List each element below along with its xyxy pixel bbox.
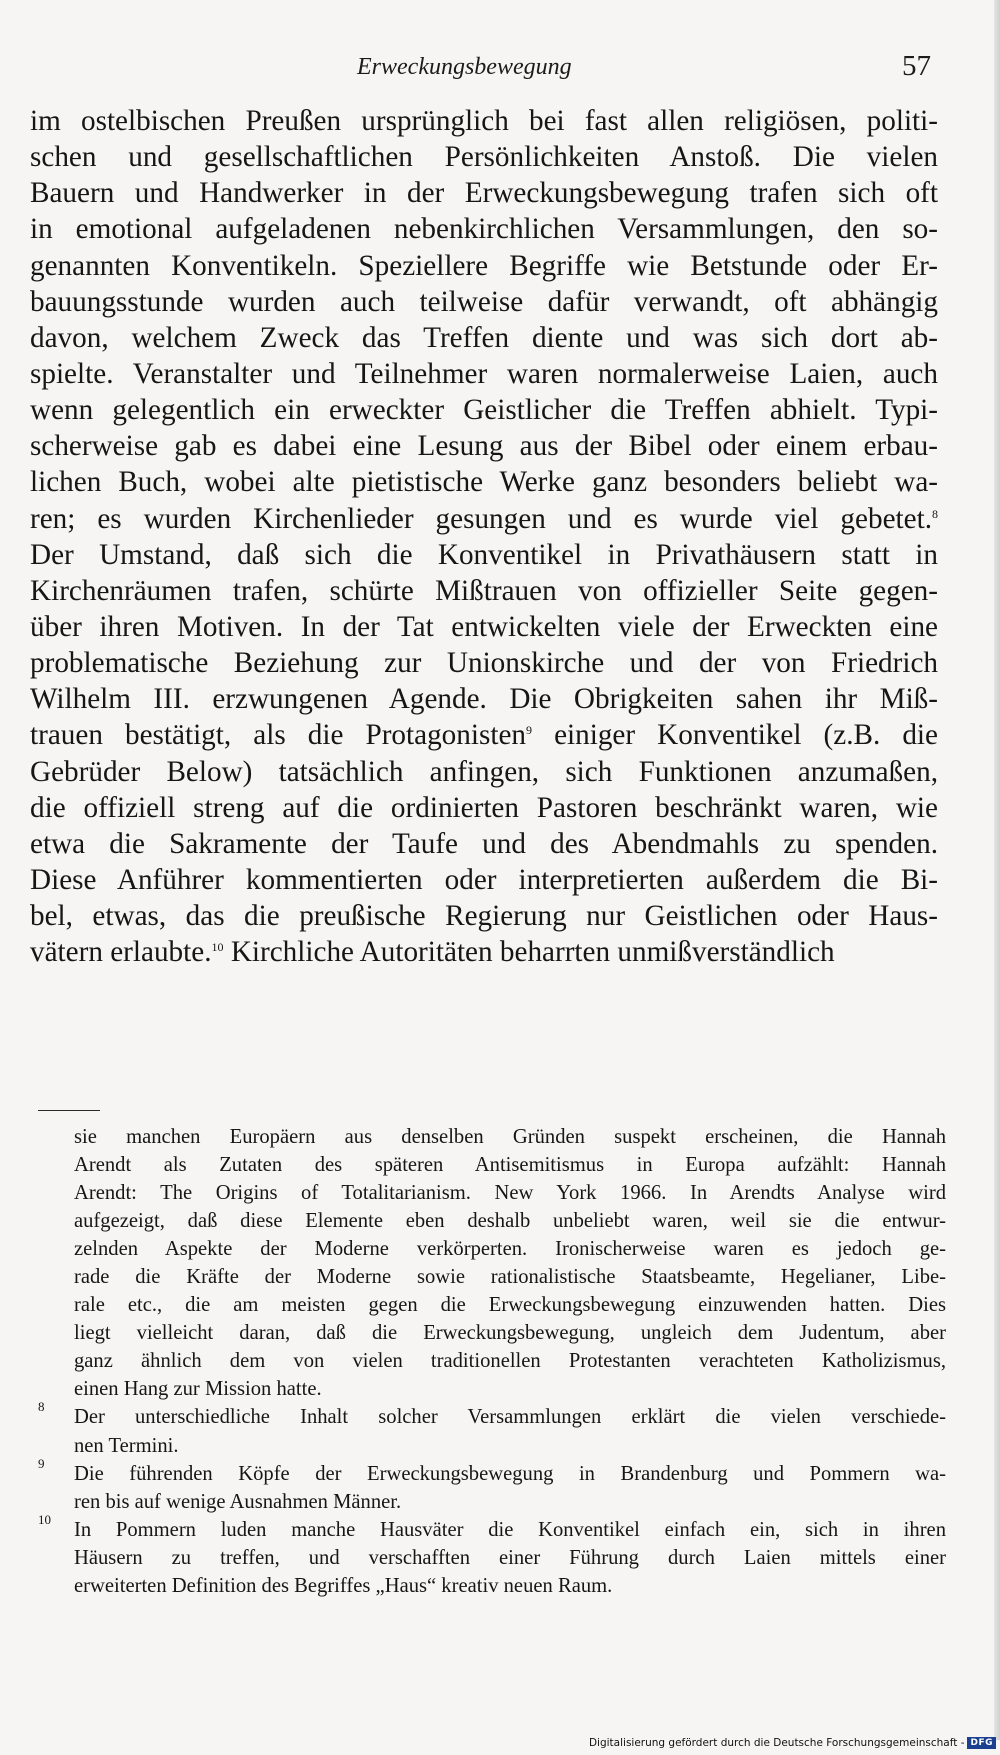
footnote-line: ganz ähnlich dem von vielen traditionellen Protestanten verachteten Katholizismus, (74, 1350, 946, 1373)
text-line: lichen Buch, wobei alte pietistische Werke ganz besonders beliebt wa- (30, 466, 938, 499)
text-line: davon, welchem Zweck das Treffen diente und was sich dort ab- (30, 321, 938, 354)
text-line: Gebrüder Below) tatsächlich anfingen, sich Funktionen anzumaßen, (30, 755, 938, 788)
footnote-line: sie manchen Europäern aus denselben Gründen suspekt erscheinen, die Hannah (74, 1126, 946, 1148)
page-header (0, 50, 1000, 90)
footnote-line: rade die Kräfte der Moderne sowie rationalistische Staatsbeamte, Hegelianer, Libe- (74, 1266, 946, 1289)
text-segment: vätern erlaubte. (30, 936, 212, 969)
running-head: Erweckungsbewegung (357, 54, 572, 80)
footnote-line: nen Termini. (74, 1434, 179, 1457)
main-text (30, 103, 938, 970)
footnote-line: ren bis auf wenige Ausnahmen Männer. (74, 1490, 402, 1513)
text-line: über ihren Motiven. In der Tat entwickelten viele der Erweckten eine (30, 610, 938, 643)
text-line: Diese Anführer kommentierten oder interpretierten außerdem die Bi- (30, 863, 938, 896)
text-line: die offiziell streng auf die ordinierten Pastoren beschränkt waren, wie (30, 791, 938, 824)
footnote-line: Die führenden Köpfe der Erweckungsbewegung in Brandenburg und Pommern wa- (74, 1462, 946, 1485)
footnote-ref-8[interactable]: 8 (932, 506, 938, 521)
footnote-line: Der unterschiedliche Inhalt solcher Versammlungen erklärt die vielen verschiede- (74, 1406, 946, 1429)
text-line: wenn gelegentlich ein erweckter Geistlicher die Treffen abhielt. Typi- (30, 394, 938, 427)
text-line: Wilhelm III. erzwungenen Agende. Die Obrigkeiten sahen ihr Miß- (30, 683, 938, 716)
text-line: spielte. Veranstalter und Teilnehmer waren normalerweise Laien, auch (30, 357, 938, 390)
footnote-number: 10 (38, 1511, 51, 1527)
footnote-line: rale etc., die am meisten gegen die Erweckungsbewegung einzuwenden hatten. Dies (74, 1294, 946, 1317)
text-line (30, 934, 938, 970)
dfg-logo-icon: DFG (967, 1737, 996, 1749)
text-line (30, 501, 938, 537)
footnotes (38, 1123, 946, 1600)
text-segment: ren; es wurden Kirchenlieder gesungen und es wurde viel gebetet. (30, 502, 932, 535)
text-line: problematische Beziehung zur Unionskirche und der von Friedrich (30, 647, 938, 680)
footnote-number: 8 (38, 1399, 45, 1415)
text-segment: trauen bestätigt, als die Protagonisten (30, 719, 526, 752)
footnote-line: liegt vielleicht daran, daß die Erweckungsbewegung, ungleich dem Judentum, aber (74, 1322, 946, 1345)
footnote-line: einen Hang zur Mission hatte. (74, 1378, 322, 1401)
footnote-ref-9[interactable]: 9 (526, 723, 532, 738)
text-segment: einiger Konventikel (z.B. die (532, 719, 938, 752)
footnote-continuation (38, 1123, 946, 1403)
text-line (30, 717, 938, 753)
scan-edge (994, 0, 1000, 1740)
footnote-line: Arendt als Zutaten des späteren Antisemitismus in Europa aufzählt: Hannah (74, 1154, 946, 1177)
footnote-line: Arendt: The Origins of Totalitarianism. New York 1966. In Arendts Analyse wird (74, 1182, 946, 1205)
digitization-credit (589, 1737, 996, 1749)
text-line: Bauern und Handwerker in der Erweckungsbewegung trafen sich oft (30, 177, 938, 210)
text-line: Der Umstand, daß sich die Konventikel in Privathäusern statt in (30, 538, 938, 571)
footnote-line: aufgezeigt, daß diese Elemente eben deshalb unbeliebt waren, weil sie die entwur- (74, 1210, 946, 1233)
text-line: bel, etwas, das die preußische Regierung nur Geistlichen oder Haus- (30, 900, 938, 933)
page-number: 57 (902, 50, 931, 82)
text-line: etwa die Sakramente der Taufe und des Abendmahls zu spenden. (30, 827, 938, 860)
text-line: scherweise gab es dabei eine Lesung aus der Bibel oder einem erbau- (30, 430, 938, 463)
text-line: in emotional aufgeladenen nebenkirchlichen Versammlungen, den so- (30, 213, 938, 246)
footnote-number: 9 (38, 1455, 45, 1471)
footnote-line: erweiterten Definition des Begriffes „Haus“ kreativ neuen Raum. (74, 1574, 613, 1597)
footnote-9 (38, 1455, 946, 1516)
footnote-10 (38, 1511, 946, 1600)
footnote-line: Häusern zu treffen, und verschafften einer Führung durch Laien mittels einer (74, 1546, 946, 1569)
footnote-8 (38, 1399, 946, 1459)
text-line: im ostelbischen Preußen ursprünglich bei fast allen religiösen, politi- (30, 105, 938, 137)
footnote-ref-10[interactable]: 10 (211, 940, 224, 955)
text-segment: Kirchliche Autoritäten beharrten unmißverständlich (223, 936, 835, 969)
footnote-line: In Pommern luden manche Hausväter die Konventikel einfach ein, sich in ihren (74, 1518, 946, 1541)
text-line: schen und gesellschaftlichen Persönlichkeiten Anstoß. Die vielen (30, 141, 938, 174)
credit-text: Digitalisierung gefördert durch die Deutsche Forschungsgemeinschaft - (588, 1737, 965, 1749)
footnote-line: zelnden Aspekte der Moderne verkörperten. Ironischerweise waren es jedoch ge- (74, 1238, 946, 1261)
footnote-separator (38, 1110, 100, 1111)
text-line: bauungsstunde wurden auch teilweise dafür verwandt, oft abhängig (30, 285, 938, 318)
text-line: Kirchenräumen trafen, schürte Mißtrauen von offizieller Seite gegen- (30, 574, 938, 607)
text-line: genannten Konventikeln. Speziellere Begriffe wie Betstunde oder Er- (30, 249, 938, 282)
